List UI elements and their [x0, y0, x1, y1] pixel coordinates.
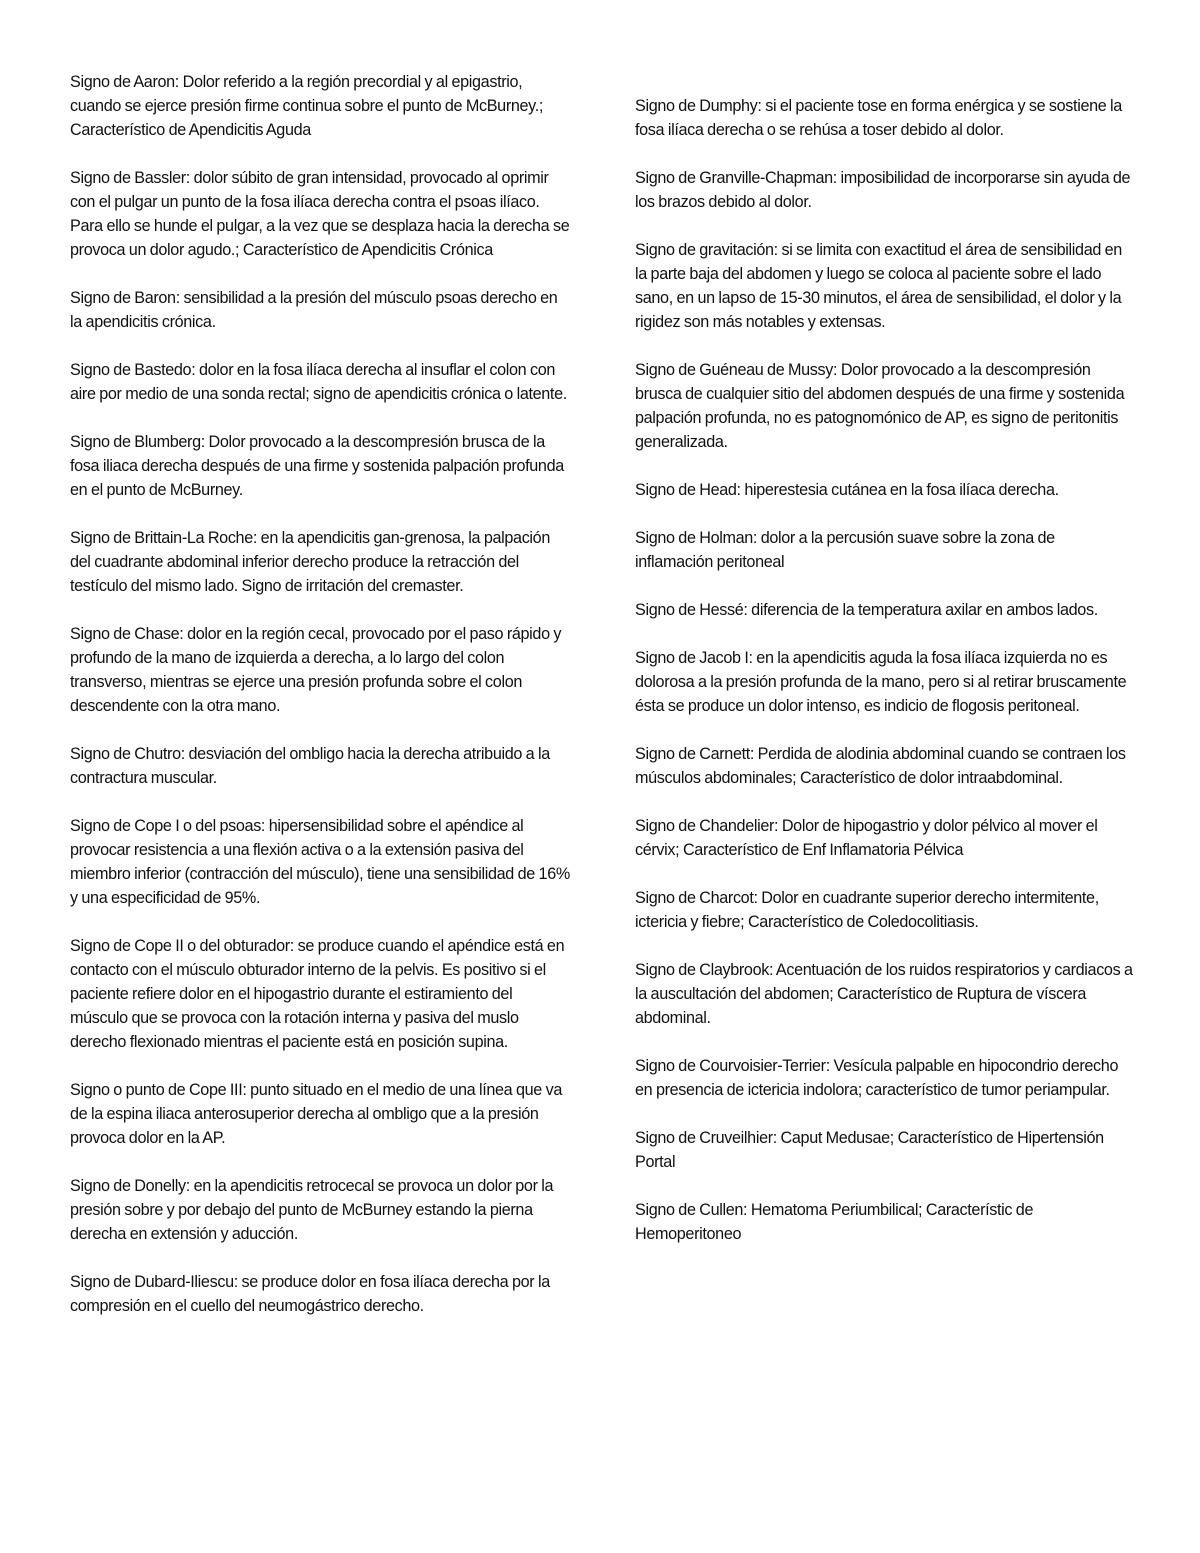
- sign-dumphy: Signo de Dumphy: si el paciente tose en forma enérgica y se sostiene la fosa ilíaca derecha o se rehúsa a toser debido al dolor.: [635, 97, 1122, 139]
- sign-claybrook: Signo de Claybrook: Acentuación de los ruidos respiratorios y cardiacos a la auscultación del abdomen; Característico de Ruptura de víscera abdominal.: [635, 961, 1133, 1027]
- sign-cullen: Signo de Cullen: Hematoma Periumbilical; Característic de Hemoperitoneo: [635, 1201, 1034, 1243]
- sign-holman: Signo de Holman: dolor a la percusión suave sobre la zona de inflamación peritoneal: [635, 529, 1055, 571]
- sign-chutro: Signo de Chutro: desviación del ombligo hacia la derecha atribuido a la contractura muscular.: [70, 745, 550, 787]
- sign-head: Signo de Head: hiperestesia cutánea en la fosa ilíaca derecha.: [635, 481, 1059, 499]
- sign-carnett: Signo de Carnett: Perdida de alodinia abdominal cuando se contraen los músculos abdominales; Característico de dolor intraabdominal.: [635, 745, 1126, 787]
- sign-chase: Signo de Chase: dolor en la región cecal, provocado por el paso rápido y profundo de la mano de izquierda a derecha, a lo largo del colon transverso, mientras se ejerce una presión profunda sobre el colon descendente con la otra mano.: [70, 625, 562, 715]
- sign-gravitacion: Signo de gravitación: si se limita con exactitud el área de sensibilidad en la parte baja del abdomen y luego se coloca al paciente sobre el lado sano, en un lapso de 15-30 minutos, el área de sensibilidad, el dolor y la rigidez son más notables y extensas.: [635, 241, 1122, 331]
- sign-blumberg: Signo de Blumberg: Dolor provocado a la descompresión brusca de la fosa iliaca derecha después de una firme y sostenida palpación profunda en el punto de McBurney.: [70, 433, 564, 499]
- sign-cope-ii: Signo de Cope II o del obturador: se produce cuando el apéndice está en contacto con el músculo obturador interno de la pelvis. Es positivo si el paciente refiere dolor en el hipogastrio durante el estiramiento del músculo que se provoca con la rotación interna y pasiva del muslo derecho flexionado mientras el paciente está en posición supina.: [70, 937, 565, 1051]
- sign-cope-iii: Signo o punto de Cope III: punto situado en el medio de una línea que va de la espina iliaca anterosuperior derecha al ombligo que a la presión provoca dolor en la AP.: [70, 1081, 562, 1147]
- sign-chandelier: Signo de Chandelier: Dolor de hipogastrio y dolor pélvico al mover el cérvix; Característico de Enf Inflamatoria Pélvica: [635, 817, 1098, 859]
- sign-bassler: Signo de Bassler: dolor súbito de gran intensidad, provocado al oprimir con el pulgar un punto de la fosa ilíaca derecha contra el psoas ilíaco. Para ello se hunde el pulgar, a la vez que se desplaza hacia la derecha se provoca un dolor agudo.; Característico de Apendicitis Crónica: [70, 169, 570, 259]
- sign-jacob-i: Signo de Jacob I: en la apendicitis aguda la fosa ilíaca izquierda no es dolorosa a la presión profunda de la mano, pero si al retirar bruscamente ésta se produce un dolor intenso, es indicio de flogosis peritoneal.: [635, 649, 1127, 715]
- sign-baron: Signo de Baron: sensibilidad a la presión del músculo psoas derecho en la apendicitis crónica.: [70, 289, 558, 331]
- sign-cope-i: Signo de Cope I o del psoas: hipersensibilidad sobre el apéndice al provocar resistencia a una flexión activa o a la extensión pasiva del miembro inferior (contracción del músculo), tiene una sensibilidad de 16% y una especificidad de 95%.: [70, 817, 570, 907]
- sign-gueneau-de-mussy: Signo de Guéneau de Mussy: Dolor provocado a la descompresión brusca de cualquier sitio del abdomen después de una firme y sostenida palpación profunda, no es patognomónico de AP, es signo de peritonitis generalizada.: [635, 361, 1125, 451]
- sign-granville-chapman: Signo de Granville-Chapman: imposibilidad de incorporarse sin ayuda de los brazos debido al dolor.: [635, 169, 1131, 211]
- sign-donelly: Signo de Donelly: en la apendicitis retrocecal se provoca un dolor por la presión sobre y por debajo del punto de McBurney estando la pierna derecha en extensión y aducción.: [70, 1177, 554, 1243]
- sign-bastedo: Signo de Bastedo: dolor en la fosa ilíaca derecha al insuflar el colon con aire por medio de una sonda rectal; signo de apendicitis crónica o latente.: [70, 361, 567, 403]
- sign-aaron: Signo de Aaron: Dolor referido a la región precordial y al epigastrio, cuando se ejerce presión firme continua sobre el punto de McBurney.; Característico de Apendicitis Aguda: [70, 73, 543, 139]
- sign-dubard-iliescu: Signo de Dubard-Iliescu: se produce dolor en fosa ilíaca derecha por la compresión en el cuello del neumogástrico derecho.: [70, 1273, 550, 1315]
- sign-charcot: Signo de Charcot: Dolor en cuadrante superior derecho intermitente, ictericia y fiebre; Característico de Coledocolitiasis.: [635, 889, 1099, 931]
- left-column: [70, 70, 570, 1342]
- sign-courvoisier-terrier: Signo de Courvoisier-Terrier: Vesícula palpable en hipocondrio derecho en presencia de ictericia indolora; característico de tumor periampular.: [635, 1057, 1119, 1099]
- sign-hesse: Signo de Hessé: diferencia de la temperatura axilar en ambos lados.: [635, 601, 1098, 619]
- sign-brittain-la-roche: Signo de Brittain-La Roche: en la apendicitis gan-grenosa, la palpación del cuadrante abdominal inferior derecho produce la retracción del testículo del mismo lado. Signo de irritación del cremaster.: [70, 529, 550, 595]
- sign-cruveilhier: Signo de Cruveilhier: Caput Medusae; Característico de Hipertensión Portal: [635, 1129, 1104, 1171]
- right-column: [635, 94, 1135, 1270]
